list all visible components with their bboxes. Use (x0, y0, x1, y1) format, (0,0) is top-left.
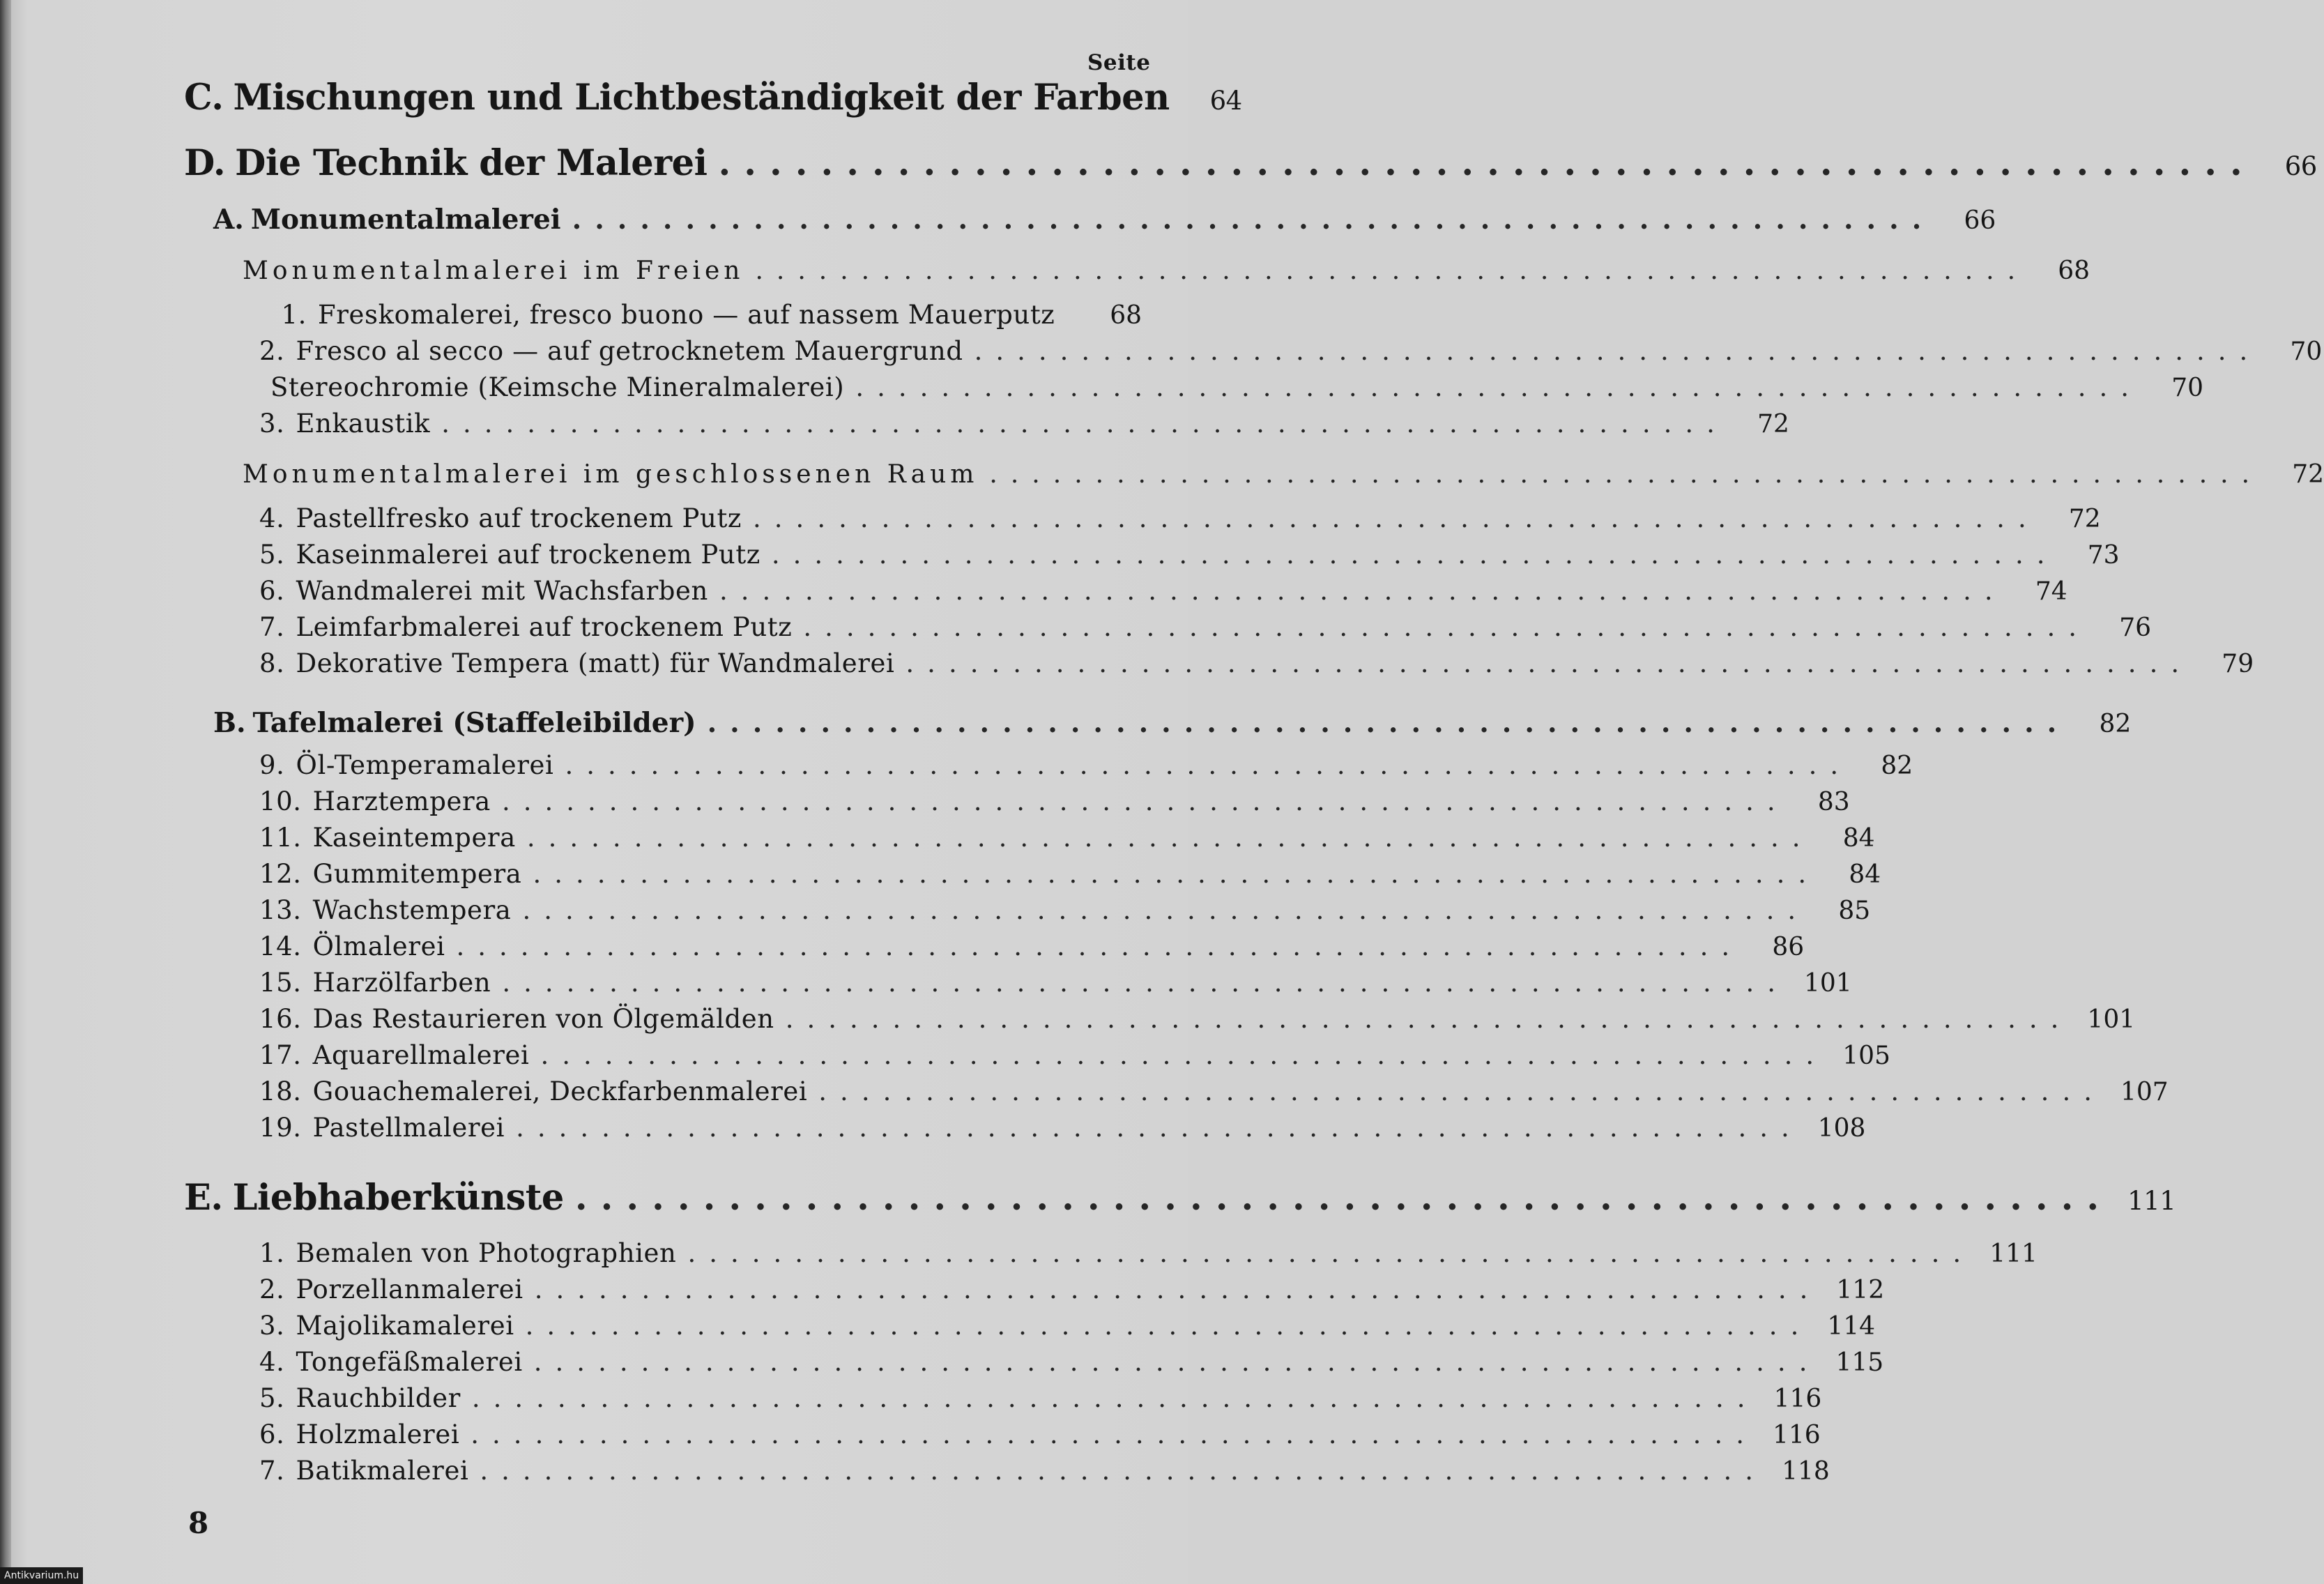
dot-leader: ............................................................ (785, 1004, 2072, 1034)
toc-entry-title: Kaseinmalerei auf trockenem Putz (296, 540, 760, 570)
toc-entry-page: 73 (2087, 541, 2120, 570)
toc-entry (243, 460, 2324, 489)
toc-entry-label: E. (184, 1177, 223, 1219)
toc-entry-title: Wachstempera (312, 895, 512, 925)
toc-entry-title: Fresco al secco — auf getrocknetem Mauergrund (296, 336, 963, 366)
toc-entry-page: 68 (2058, 257, 2090, 285)
toc-entry-title: Porzellanmalerei (296, 1274, 523, 1304)
dot-leader: ............................................................ (687, 1238, 1975, 1268)
toc-entry-page: 76 (2119, 614, 2152, 642)
toc-entry-title: Ölmalerei (312, 931, 445, 961)
toc-entry-page: 112 (1836, 1276, 1885, 1304)
toc-entry (213, 707, 2132, 739)
toc-entry-page: 84 (1842, 824, 1875, 853)
toc-entry-title: Enkaustik (296, 409, 431, 439)
toc-entry-number: 9. (259, 750, 285, 780)
toc-entry-title: Mischungen und Lichtbeständigkeit der Farben (233, 77, 1170, 119)
toc-entry-label: B. (213, 707, 246, 739)
toc-entry-page: 74 (2035, 577, 2067, 606)
dot-leader: ............................................................ (501, 786, 1789, 816)
toc-entry-title: Kaseintempera (312, 823, 516, 853)
toc-entry-page: 70 (2171, 374, 2203, 402)
toc-entry-page: 105 (1842, 1042, 1890, 1070)
dot-leader: ............................................................ (855, 372, 2142, 402)
dot-leader: ............................................................ (540, 1040, 1828, 1070)
toc-entry-page: 107 (2120, 1078, 2169, 1106)
toc-entry (259, 1383, 1822, 1413)
toc-entry-number: 17. (259, 1040, 302, 1070)
toc-entry-title: Freskomalerei, fresco buono — auf nassem Mauerputz (318, 300, 1055, 330)
toc-entry-number: 6. (259, 576, 285, 606)
toc-entry-title: Öl-Temperamalerei (296, 750, 554, 780)
toc-entry-number: 6. (259, 1419, 285, 1449)
toc-entry-title: Wandmalerei mit Wachsfarben (296, 576, 708, 606)
dot-leader: ............................................................ (803, 612, 2090, 642)
dot-leader: ............................................................ (471, 1419, 1757, 1449)
toc-entry-page: 79 (2222, 650, 2254, 678)
toc-entry-title: Tongefäßmalerei (296, 1347, 523, 1377)
toc-entry-page: 108 (1817, 1114, 1866, 1143)
toc-entry-title: Aquarellmalerei (312, 1040, 530, 1070)
toc-entry-page: 68 (1110, 301, 1142, 330)
dot-leader: ............................................................ (707, 707, 2070, 739)
dot-leader: ............................................................ (533, 859, 1820, 889)
toc-entry (259, 612, 2152, 642)
toc-entry-number: 5. (259, 540, 285, 570)
toc-entry (259, 336, 2323, 366)
toc-entry-title: Die Technik der Malerei (235, 142, 708, 184)
toc-entry (259, 1347, 1884, 1377)
toc-entry-title: Leimfarbmalerei auf trockenem Putz (296, 612, 793, 642)
watermark-text: Antikvarium.hu (0, 1567, 83, 1584)
toc-entry-number: 16. (259, 1004, 302, 1034)
toc-entry-page: 116 (1773, 1385, 1822, 1413)
toc-entry-title: Rauchbilder (296, 1383, 461, 1413)
toc-entry-title: Gouachemalerei, Deckfarbenmalerei (312, 1076, 808, 1106)
toc-entry-label: D. (184, 142, 226, 184)
toc-entry (213, 204, 1996, 236)
toc-entry-title: Bemalen von Photographien (296, 1238, 677, 1268)
toc-entry-page: 86 (1772, 933, 1805, 961)
toc-entry-page: 111 (1989, 1240, 2038, 1268)
toc-entry (259, 1113, 1866, 1143)
toc-entry-number: 12. (259, 859, 302, 889)
dot-leader: ............................................................ (572, 204, 1935, 236)
dot-leader: ............................................................ (974, 336, 2261, 366)
toc-entry-title: Dekorative Tempera (matt) für Wandmalerei (296, 648, 895, 678)
toc-entry-title: Holzmalerei (296, 1419, 460, 1449)
dot-leader: ............................................................ (719, 576, 2006, 606)
dot-leader: ............................................................ (533, 1347, 1821, 1377)
toc-entry-title: Monumentalmalerei (250, 204, 561, 236)
toc-entry (259, 1419, 1821, 1449)
dot-leader: ............................................................ (516, 1113, 1803, 1143)
toc-entry-page: 72 (1757, 410, 1789, 439)
toc-entry-page: 82 (1881, 752, 1913, 780)
toc-entry-page: 84 (1849, 860, 1881, 889)
toc-entry (259, 895, 1871, 925)
dot-leader: ............................................................ (502, 968, 1789, 998)
dot-leader: ............................................................ (753, 503, 2040, 533)
toc-entry-page: 66 (2284, 151, 2317, 181)
toc-entry-page: 70 (2290, 337, 2323, 366)
toc-entry-number: 8. (259, 648, 285, 678)
toc-entry (259, 750, 1913, 780)
toc-entry-title: Gummitempera (312, 859, 522, 889)
toc-entry (259, 968, 1852, 998)
toc-entry-title: Monumentalmalerei im geschlossenen Raum (243, 460, 979, 489)
toc-entry-title: Harztempera (312, 786, 491, 816)
toc-entry (259, 1238, 2038, 1268)
toc-entry (259, 540, 2120, 570)
toc-entry-title: Das Restaurieren von Ölgemälden (312, 1004, 774, 1034)
toc-entry-number: 14. (259, 931, 302, 961)
dot-leader: ............................................................ (456, 931, 1743, 961)
toc-entry (259, 1040, 1890, 1070)
dot-leader: ............................................................ (718, 142, 2256, 184)
toc-entry-number: 2. (259, 336, 285, 366)
page-number: 8 (188, 1506, 209, 1540)
dot-leader: ............................................................ (818, 1076, 2105, 1106)
toc-entry-label: C. (184, 77, 224, 119)
toc-entry (259, 859, 1881, 889)
toc-entry-page: 85 (1838, 897, 1871, 925)
toc-entry (259, 931, 1805, 961)
dot-leader: ............................................................ (526, 823, 1814, 853)
dot-leader: ............................................................ (522, 895, 1810, 925)
dot-leader: ............................................................ (441, 409, 1728, 439)
toc-entry-page: 83 (1817, 788, 1850, 816)
toc-entry-number: 10. (259, 786, 302, 816)
toc-entry-number: 4. (259, 1347, 285, 1377)
toc-entry (259, 503, 2101, 533)
toc-entry-page: 101 (1804, 969, 1852, 998)
toc-entry (259, 1274, 1885, 1304)
toc-entry (184, 142, 2317, 184)
toc-entry-number: 11. (259, 823, 302, 853)
toc-entry-page: 72 (2068, 505, 2101, 533)
dot-leader: ............................................................ (771, 540, 2058, 570)
toc-entry (259, 372, 2203, 402)
toc-entry-title: Pastellmalerei (312, 1113, 505, 1143)
toc-entry-page: 114 (1827, 1312, 1876, 1341)
toc-entry (259, 300, 1142, 330)
toc-entry (259, 823, 1875, 853)
toc-entry-label: A. (213, 204, 244, 236)
toc-entry-title: Stereochromie (Keimsche Mineralmalerei) (270, 372, 845, 402)
toc-entry (259, 1456, 1830, 1486)
toc-entry-number: 15. (259, 968, 302, 998)
dot-leader: ............................................................ (565, 750, 1852, 780)
toc-entry-page: 115 (1835, 1348, 1884, 1377)
toc-entry-title: Monumentalmalerei im Freien (243, 257, 744, 285)
toc-entry-title: Pastellfresko auf trockenem Putz (296, 503, 742, 533)
toc-entry-page: 66 (1964, 206, 1996, 235)
toc-entry-number: 1. (281, 300, 307, 330)
toc-entry (259, 1004, 2136, 1034)
toc-entry (184, 77, 1242, 119)
toc-entry-title: Batikmalerei (296, 1456, 469, 1486)
toc-entry-page: 64 (1209, 86, 1242, 116)
toc-entry-number: 4. (259, 503, 285, 533)
toc-entry-number: 3. (259, 1311, 285, 1341)
toc-entry-page: 118 (1782, 1457, 1830, 1486)
toc-entry-number: 2. (259, 1274, 285, 1304)
toc-entry (184, 1177, 2176, 1219)
dot-leader: ............................................................ (480, 1456, 1767, 1486)
toc-entry-page: 111 (2127, 1186, 2176, 1216)
toc-entry-number: 7. (259, 1456, 285, 1486)
toc-entry (259, 1076, 2169, 1106)
toc-entry-number: 5. (259, 1383, 285, 1413)
toc-entry (259, 409, 1789, 439)
toc-entry-page: 116 (1772, 1421, 1821, 1449)
toc-entry (243, 257, 2090, 285)
toc-entry (259, 1311, 1876, 1341)
dot-leader: ............................................................ (534, 1274, 1821, 1304)
toc-entry-number: 3. (259, 409, 285, 439)
toc-entry-number: 7. (259, 612, 285, 642)
toc-entry (259, 786, 1850, 816)
toc-entry-number: 18. (259, 1076, 302, 1106)
dot-leader: ............................................................ (989, 460, 2263, 489)
dot-leader: ............................................................ (905, 648, 2193, 678)
toc-entry (259, 576, 2067, 606)
toc-entry-page: 72 (2292, 460, 2324, 489)
dot-leader: ............................................................ (755, 257, 2029, 285)
toc-entry-title: Tafelmalerei (Staffeleibilder) (252, 707, 696, 739)
toc-entry-page: 82 (2099, 710, 2132, 738)
toc-entry-page: 101 (2087, 1005, 2136, 1034)
toc-entry-number: 19. (259, 1113, 302, 1143)
toc-entry-number: 13. (259, 895, 302, 925)
dot-leader: ............................................................ (574, 1177, 2113, 1219)
toc-entry-title: Majolikamalerei (296, 1311, 514, 1341)
toc-entry-title: Liebhaberkünste (232, 1177, 564, 1219)
dot-leader: ............................................................ (471, 1383, 1759, 1413)
toc-entry-number: 1. (259, 1238, 285, 1268)
page-column-header: Seite (1087, 50, 1151, 75)
toc-entry-title: Harzölfarben (312, 968, 491, 998)
dot-leader: ............................................................ (525, 1311, 1812, 1341)
toc-entry (259, 648, 2254, 678)
